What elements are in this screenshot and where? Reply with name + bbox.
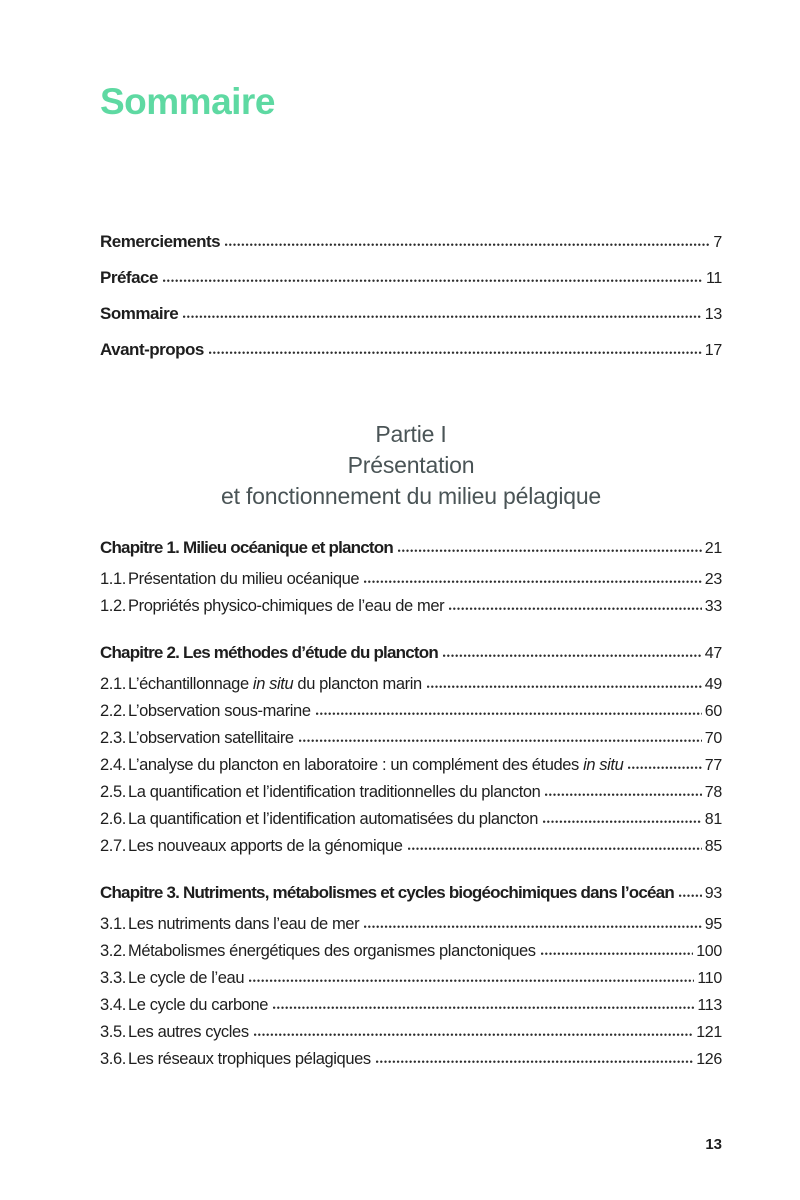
dot-leader: [364, 580, 702, 584]
dot-leader: [628, 766, 701, 770]
toc-entry-label: Sommaire: [100, 303, 179, 323]
section-page: 49: [704, 675, 722, 693]
section-entry: [100, 1022, 722, 1043]
section-page: 70: [704, 729, 722, 747]
chapter-title-entry: [100, 537, 722, 560]
dot-leader: [273, 1006, 694, 1010]
dot-leader: [376, 1060, 693, 1064]
section-entry: [100, 728, 722, 749]
part-number: Partie I: [375, 420, 447, 447]
section-entry: [100, 836, 722, 857]
section-number: 3.4.: [100, 995, 126, 1014]
chapter-title-entry: [100, 882, 722, 905]
chapter-group: [100, 537, 722, 617]
section-label: L’observation sous-marine: [128, 701, 311, 720]
section-entry: [100, 941, 722, 962]
section-label: Les nutriments dans l’eau de mer: [128, 914, 360, 933]
section-entry: [100, 968, 722, 989]
section-label: La quantification et l’identification traditionnelles du plancton: [128, 782, 541, 801]
page-title: Sommaire: [100, 81, 275, 122]
dot-leader: [163, 279, 703, 283]
toc-entry-page: 13: [704, 305, 722, 323]
chapter-page: 47: [704, 644, 722, 662]
section-number: 2.2.: [100, 701, 126, 720]
section-entry: [100, 674, 722, 695]
section-entry: [100, 701, 722, 722]
dot-leader: [408, 847, 702, 851]
section-number: 3.2.: [100, 941, 126, 960]
dot-leader: [183, 315, 702, 319]
section-entry: [100, 569, 722, 590]
section-number: 1.2.: [100, 596, 126, 615]
toc-entry: [100, 267, 722, 289]
toc-entry: [100, 303, 722, 325]
toc-entry: [100, 339, 722, 361]
section-label: Métabolismes énergétiques des organismes planctoniques: [128, 941, 536, 960]
dot-leader: [543, 820, 702, 824]
section-label: Les réseaux trophiques pélagiques: [128, 1049, 371, 1068]
chapter-title-entry: [100, 642, 722, 665]
page-folio: 13: [705, 1136, 722, 1153]
toc-entry-label: Préface: [100, 267, 158, 287]
section-entry: [100, 995, 722, 1016]
section-page: 113: [697, 996, 722, 1014]
dot-leader: [398, 549, 702, 553]
section-entry: [100, 755, 722, 776]
part-heading: [100, 419, 722, 512]
toc-entry-label: Avant-propos: [100, 339, 204, 359]
front-matter-list: [100, 231, 722, 361]
section-label: Présentation du milieu océanique: [128, 569, 360, 588]
section-number: 3.3.: [100, 968, 126, 987]
section-label: L’analyse du plancton en laboratoire : un complément des études in situ: [128, 755, 624, 774]
chapter-title: Chapitre 2. Les méthodes d’étude du plancton: [100, 642, 438, 662]
section-page: 78: [704, 783, 722, 801]
section-page: 121: [696, 1023, 722, 1041]
toc-entry-page: 11: [705, 269, 722, 287]
chapter-group: [100, 882, 722, 1070]
section-label: Le cycle du carbone: [128, 995, 269, 1014]
toc-entry-page: 7: [713, 233, 722, 251]
section-number: 2.4.: [100, 755, 126, 774]
toc-entry: [100, 231, 722, 253]
section-page: 110: [697, 969, 722, 987]
section-number: 2.6.: [100, 809, 126, 828]
dot-leader: [364, 925, 702, 929]
section-number: 3.6.: [100, 1049, 126, 1068]
section-entry: [100, 596, 722, 617]
section-page: 95: [704, 915, 722, 933]
dot-leader: [679, 894, 702, 898]
dot-leader: [254, 1033, 694, 1037]
chapter-title: Chapitre 1. Milieu océanique et plancton: [100, 537, 393, 557]
section-number: 1.1.: [100, 569, 126, 588]
section-entry: [100, 782, 722, 803]
dot-leader: [443, 654, 702, 658]
dot-leader: [299, 739, 702, 743]
section-label: L’observation satellitaire: [128, 728, 294, 747]
section-entry: [100, 1049, 722, 1070]
dot-leader: [449, 607, 702, 611]
dot-leader: [427, 685, 702, 689]
section-page: 85: [704, 837, 722, 855]
chapter-page: 93: [704, 884, 722, 902]
section-number: 3.1.: [100, 914, 126, 933]
chapter-group: [100, 642, 722, 857]
chapter-title: Chapitre 3. Nutriments, métabolismes et cycles biogéochimiques dans l’océan: [100, 882, 674, 902]
section-page: 60: [704, 702, 722, 720]
section-page: 23: [704, 570, 722, 588]
section-page: 126: [696, 1050, 722, 1068]
section-number: 3.5.: [100, 1022, 126, 1041]
section-label: Propriétés physico-chimiques de l’eau de mer: [128, 596, 445, 615]
section-number: 2.1.: [100, 674, 126, 693]
toc-entry-label: Remerciements: [100, 231, 221, 251]
toc-entry-page: 17: [704, 341, 722, 359]
toc-content: [100, 0, 722, 1070]
dot-leader: [225, 243, 710, 247]
section-page: 81: [704, 810, 722, 828]
part-title-line-1: Présentation: [347, 451, 475, 478]
section-entry: [100, 809, 722, 830]
section-page: 77: [704, 756, 722, 774]
part-title-line-2: et fonctionnement du milieu pélagique: [220, 482, 602, 509]
dot-leader: [209, 351, 702, 355]
dot-leader: [541, 952, 694, 956]
section-entry: [100, 914, 722, 935]
section-label: La quantification et l’identification automatisées du plancton: [128, 809, 538, 828]
section-page: 100: [696, 942, 722, 960]
dot-leader: [316, 712, 702, 716]
chapter-page: 21: [704, 539, 722, 557]
section-label: Le cycle de l’eau: [128, 968, 245, 987]
dot-leader: [249, 979, 694, 983]
section-label: Les nouveaux apports de la génomique: [128, 836, 403, 855]
section-page: 33: [704, 597, 722, 615]
section-number: 2.5.: [100, 782, 126, 801]
dot-leader: [545, 793, 701, 797]
section-number: 2.7.: [100, 836, 126, 855]
section-label: Les autres cycles: [128, 1022, 249, 1041]
section-number: 2.3.: [100, 728, 126, 747]
section-label: L’échantillonnage in situ du plancton marin: [128, 674, 422, 693]
